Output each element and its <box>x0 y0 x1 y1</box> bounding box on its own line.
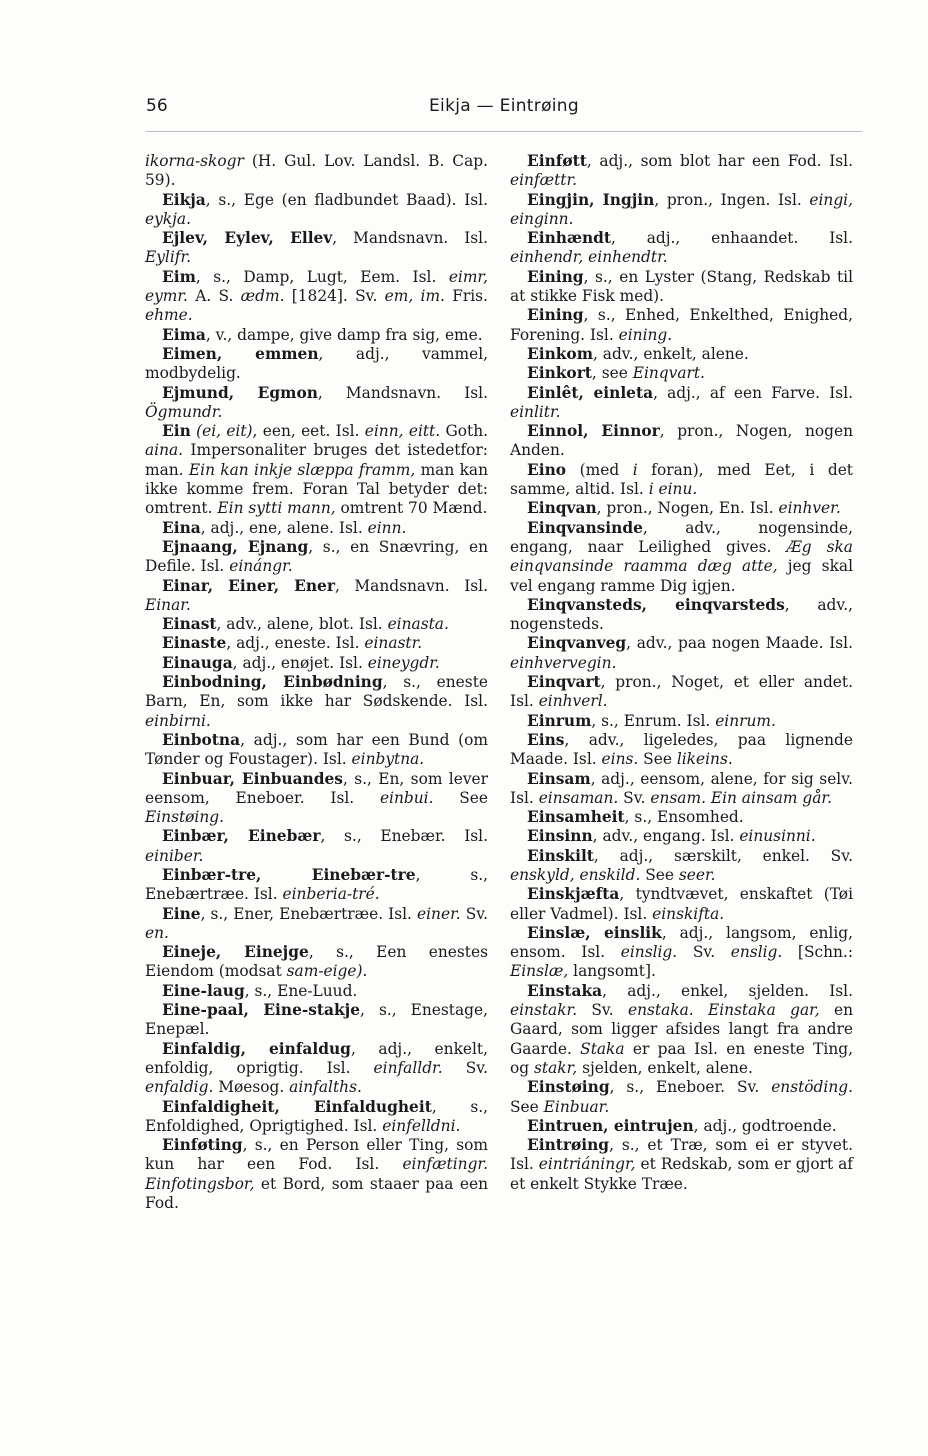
italic-form: einbirni. <box>145 711 211 730</box>
entry-text: See <box>510 1097 544 1116</box>
italic-form: einstakr. <box>510 1001 578 1020</box>
entry-text: , adj., som har een Bund (om Tønder og Foustager). Isl. <box>145 730 488 769</box>
headword: Einføtt <box>527 152 587 170</box>
entry-text: , s., Enhed, Enkelthed, Enighed, Forening. Isl. <box>510 306 853 344</box>
entry-text: jeg skal vel engang ramme Dig igjen. <box>510 557 853 595</box>
entry-text: , s., en Lyster (Stang, Redskab til at stikke Fisk med). <box>510 267 853 306</box>
headword: Einslæ, einslik <box>527 923 662 942</box>
italic-form: Einbuar. <box>543 1097 610 1116</box>
headword: Einsinn <box>527 827 593 846</box>
entry-text: , s., Enebærtræe. Isl. <box>145 865 488 904</box>
headword: Einqvan <box>527 499 597 518</box>
entry-text: , adj., eensom, alene, for sig selv. Isl. <box>510 769 853 807</box>
italic-form: en. <box>145 923 169 942</box>
dictionary-entry <box>510 673 853 712</box>
italic-form: Ein sytti mann, <box>217 499 336 518</box>
entry-text: , adv., ligeledes, paa lignende Maade. Isl. <box>510 730 853 769</box>
dictionary-entry <box>510 827 853 846</box>
entry-text: Goth. <box>440 422 488 441</box>
entry-text: (med <box>566 460 633 479</box>
dictionary-entry <box>145 345 488 384</box>
headword: Eima <box>162 325 206 344</box>
italic-form: sam-eige). <box>286 962 368 981</box>
italic-form: einberia-tré. <box>282 885 380 904</box>
italic-form: einfætingr. <box>402 1155 488 1174</box>
dictionary-entry <box>145 634 488 653</box>
headword: Einbuar, Einbuandes <box>162 769 343 788</box>
dictionary-entry <box>145 538 488 577</box>
headword: Eining <box>527 267 584 286</box>
dictionary-entry <box>510 422 853 461</box>
running-title: Eikja — Eintrøing <box>429 96 579 116</box>
entry-text: , adj., langsom, enlig, ensom. Isl. <box>510 923 853 962</box>
dictionary-entry <box>510 634 853 673</box>
entry-text: , pron., Noget, et eller andet. Isl. <box>510 673 853 711</box>
dictionary-entry <box>510 364 853 383</box>
headword: Eina <box>162 518 201 537</box>
italic-form: Ögmundr. <box>145 402 223 421</box>
italic-form: eimr, eymr. <box>145 267 488 306</box>
entry-text: , adv., nogensinde, engang, naar Leilighed gives. <box>510 518 853 556</box>
headword: Einbær-tre, Einebær-tre <box>162 865 416 884</box>
italic-form: ikorna-skogr <box>145 152 244 170</box>
headword: Einlêt, einleta <box>527 383 654 402</box>
dictionary-entry <box>145 1001 488 1040</box>
italic-form: einhver. <box>778 499 841 518</box>
entry-text: A. S. <box>187 287 241 306</box>
italic-form: ensam. Ein ainsam går. <box>650 788 832 807</box>
italic-form: Æg ska einqvansinde raamma dæg atte, <box>510 537 853 576</box>
entry-text: See <box>433 788 488 807</box>
entry-text: , adv., nogensteds. <box>510 595 854 634</box>
dictionary-entry <box>145 982 488 1001</box>
entry-text: , adj., ene, alene. Isl. <box>200 518 368 537</box>
headword: Einqvart <box>527 673 601 692</box>
italic-form: ehme. <box>145 306 193 325</box>
entry-text: , s., Enestage, Enepæl. <box>145 1001 488 1039</box>
italic-form: aina. <box>145 441 184 460</box>
entry-text: [Schn.: <box>782 943 854 962</box>
entry-text: Impersonaliter bruges det istedetfor: man. <box>145 441 488 479</box>
dictionary-entry <box>145 268 488 326</box>
italic-form: enfaldig. <box>145 1078 214 1097</box>
headword: Einskilt <box>527 846 594 865</box>
entry-text: , adv., enkelt, alene. <box>592 344 749 363</box>
italic-form: einfelldni. <box>382 1116 461 1135</box>
headword: Eim <box>162 267 196 286</box>
entry-text: sjelden, enkelt, alene. <box>577 1058 753 1077</box>
italic-form: einfættr. <box>510 171 578 190</box>
entry-text: , pron., Nogen, En. Isl. <box>596 499 779 518</box>
entry-text: Sv. <box>460 904 488 923</box>
dictionary-entry <box>145 615 488 634</box>
dictionary-entry <box>510 808 853 827</box>
headword: Einstaka <box>527 981 603 1000</box>
entry-text: en Gaard, som ligger afsides langt fra andre Gaarde. <box>510 1001 854 1058</box>
dictionary-entry <box>510 519 853 596</box>
italic-form: einer. <box>417 904 461 923</box>
entry-text: , een, eet. Isl. <box>252 422 365 441</box>
entry-text: , adj., enøjet. Isl. <box>232 653 368 672</box>
right-column <box>510 152 853 1194</box>
dictionary-entry <box>145 229 488 268</box>
italic-form: enskyld, enskild. <box>510 865 641 884</box>
dictionary-entry <box>510 982 853 1078</box>
italic-form: Staka <box>580 1039 625 1058</box>
dictionary-entry <box>510 731 853 770</box>
italic-form: einasta. <box>387 615 449 634</box>
entry-text: , Mandsnavn. Isl. <box>317 383 488 402</box>
headword: Einskjæfta <box>527 885 620 904</box>
headword: Eikja <box>162 190 206 209</box>
italic-form: (ei, eit) <box>190 422 253 441</box>
headword: Eimen, emmen <box>162 344 319 363</box>
entry-text: Møesog. <box>213 1078 290 1097</box>
entry-text: , pron., Ingen. Isl. <box>654 190 810 209</box>
headword: Eino <box>527 460 567 479</box>
italic-form: Einfotingsbor, <box>145 1174 255 1193</box>
dictionary-entry <box>145 152 488 191</box>
italic-form: einhvervegin. <box>510 653 617 672</box>
headword: Einhændt <box>527 229 612 248</box>
entry-text: , s., Ensomhed. <box>624 808 744 827</box>
italic-form: einhendr, einhendtr. <box>510 248 668 267</box>
dictionary-entry <box>145 654 488 673</box>
italic-form: Einslæ, <box>510 962 569 981</box>
headword: Einsam <box>527 769 591 788</box>
italic-form: Einar. <box>145 595 191 614</box>
headword: Einnol, Einnor <box>527 422 660 441</box>
entry-text: , s., Eneboer. Sv. <box>609 1078 772 1097</box>
entry-text: Fris. <box>444 287 488 306</box>
headword: Einauga <box>162 653 233 672</box>
dictionary-entry <box>145 827 488 866</box>
dictionary-entry <box>510 461 853 500</box>
italic-form: einslig. <box>620 943 678 962</box>
left-column <box>145 152 488 1213</box>
dictionary-entry <box>145 905 488 944</box>
italic-form: Ein kan inkje slæppa framm, <box>188 460 416 479</box>
dictionary-entry <box>510 1136 853 1194</box>
dictionary-entry <box>510 384 853 423</box>
headword: Ejnaang, Ejnang <box>162 537 309 556</box>
dictionary-entry <box>145 326 488 345</box>
dictionary-entry <box>510 152 853 191</box>
italic-form: einángr. <box>229 557 293 576</box>
headword: Einfaldig, einfaldug <box>162 1039 351 1058</box>
italic-form: stakr, <box>534 1058 578 1077</box>
dictionary-entry <box>510 345 853 364</box>
italic-form: Einqvart. <box>632 364 705 383</box>
dictionary-entry <box>510 306 853 345</box>
headword: Einfaldigheit, Einfaldugheit <box>162 1097 432 1116</box>
entry-text: man kan ikke komme frem. Foran Tal betyder det: omtrent. <box>145 460 488 518</box>
entry-text: , s., Ege (en fladbundet Baad). Isl. <box>205 190 488 209</box>
italic-form: einhverl. <box>538 692 608 711</box>
italic-form: likeins. <box>676 750 733 769</box>
entry-text: , s., Enrum. Isl. <box>591 711 716 730</box>
entry-text: Sv. <box>577 1001 628 1020</box>
entry-text: Sv. <box>677 943 731 962</box>
italic-form: eins. <box>601 750 639 769</box>
entry-text: et Redskab, som er gjort af et enkelt Stykke Træe. <box>510 1155 854 1193</box>
entry-text: , v., dampe, give damp fra sig, eme. <box>205 325 483 344</box>
dictionary-entry <box>145 1136 488 1213</box>
italic-form: einn. <box>367 518 407 537</box>
headword: Eintrøing <box>527 1136 610 1155</box>
entry-text: , adj., vammel, modbydelig. <box>145 344 489 383</box>
italic-form: eintriáningr, <box>538 1155 636 1174</box>
entry-text: omtrent 70 Mænd. <box>335 499 488 518</box>
dictionary-entry <box>145 673 488 731</box>
dictionary-entry <box>510 770 853 809</box>
italic-form: ædm. <box>240 287 285 306</box>
dictionary-entry <box>145 943 488 982</box>
entry-text: , adj., enhaandet. Isl. <box>611 229 853 248</box>
dictionary-entry <box>145 1098 488 1137</box>
italic-form: enstöding. <box>771 1078 853 1097</box>
entry-text: See <box>638 750 677 769</box>
dictionary-entry <box>510 924 853 982</box>
headword: Einkort <box>527 364 592 383</box>
headword: Einstøing <box>527 1078 610 1097</box>
dictionary-entry <box>145 770 488 828</box>
italic-form: einrum. <box>715 711 776 730</box>
italic-form: einsaman. <box>538 788 619 807</box>
italic-form: einn, eitt. <box>364 422 441 441</box>
italic-form: em, im. <box>384 287 445 306</box>
entry-text: , adj., eneste. Isl. <box>226 634 365 653</box>
entry-text: , s., en Person eller Ting, som kun har een Fod. Isl. <box>145 1136 488 1174</box>
italic-form: i einu. <box>648 480 698 499</box>
headword: Einføting <box>162 1136 243 1155</box>
entry-text: , adv., engang. Isl. <box>592 827 740 846</box>
entry-text: [1824]. Sv. <box>284 287 385 306</box>
italic-form: eingi, einginn. <box>510 190 853 228</box>
italic-form: einiber. <box>145 846 204 865</box>
headword: Eins <box>527 730 565 749</box>
dictionary-entry <box>145 191 488 230</box>
italic-form: i <box>632 460 638 479</box>
entry-text: (H. Gul. Lov. Landsl. B. Cap. 59). <box>145 152 488 190</box>
entry-text: , adj., af een Farve. Isl. <box>653 383 854 402</box>
entry-text: , tyndtvævet, enskaftet (Tøi eller Vadmel). Isl. <box>510 885 853 923</box>
entry-text: er paa Isl. en eneste Ting, og <box>510 1039 853 1077</box>
italic-form: einskifta. <box>652 904 725 923</box>
dictionary-entry <box>145 519 488 538</box>
entry-text: Sv. <box>618 788 651 807</box>
italic-form: eykja. <box>145 209 191 228</box>
italic-form: einbui. <box>379 788 434 807</box>
page-header <box>146 96 862 126</box>
dictionary-entry <box>510 1078 853 1117</box>
entry-text: foran), med Eet, i det samme, altid. Isl. <box>510 460 853 499</box>
entry-text: , adj., enkel, sjelden. Isl. <box>602 981 853 1000</box>
headword: Ejlev, Eylev, Ellev <box>162 229 333 248</box>
entry-text: , adj., som blot har een Fod. Isl. <box>586 152 853 170</box>
dictionary-entry <box>145 384 488 423</box>
italic-form: einastr. <box>364 634 423 653</box>
entry-text: , pron., Nogen, nogen Anden. <box>510 422 853 460</box>
headword: Einqvanveg <box>527 634 627 653</box>
dictionary-entry <box>510 229 853 268</box>
dictionary-entry <box>510 847 853 886</box>
entry-text: , s., Ener, Enebærtræe. Isl. <box>200 904 418 923</box>
italic-form: enslig. <box>730 943 783 962</box>
dictionary-entry <box>145 731 488 770</box>
italic-form: enstaka. Einstaka gar, <box>628 1001 820 1020</box>
entry-text: See <box>640 865 679 884</box>
dictionary-entry <box>145 422 488 518</box>
dictionary-entry <box>510 885 853 924</box>
entry-text: , Mandsnavn. Isl. <box>332 229 488 248</box>
headword: Eine-paal, Eine-stakje <box>162 1001 361 1020</box>
italic-form: Einstøing. <box>145 808 224 827</box>
headword: Einar, Einer, Ener <box>162 576 335 595</box>
headword: Einkom <box>527 344 593 363</box>
headword: Einqvansteds, einqvarsteds <box>527 595 785 614</box>
header-rule <box>146 131 862 132</box>
headword: Einbodning, Einbødning <box>162 673 383 692</box>
headword: Einqvansinde <box>527 518 643 537</box>
italic-form: eining. <box>618 325 673 344</box>
entry-text: , s., Een enestes Eiendom (modsat <box>145 943 488 981</box>
entry-text: , adv., alene, blot. Isl. <box>216 615 388 634</box>
entry-text: , s., En, som lever eensom, Eneboer. Isl. <box>145 769 488 807</box>
entry-text: Sv. <box>442 1058 489 1077</box>
entry-text: , s., Enebær. Isl. <box>320 827 488 846</box>
italic-form: einlitr. <box>510 402 561 421</box>
italic-form: einfalldr. <box>373 1058 443 1077</box>
dictionary-entry <box>510 712 853 731</box>
dictionary-entry <box>145 866 488 905</box>
dictionary-entry <box>510 191 853 230</box>
entry-text: , see <box>591 364 633 383</box>
entry-text: , adj., godtroende. <box>693 1116 837 1135</box>
italic-form: Eylifr. <box>145 248 192 267</box>
italic-form: eineygdr. <box>367 653 440 672</box>
dictionary-entry <box>510 1117 853 1136</box>
headword: Ein <box>162 422 191 441</box>
entry-text: , Mandsnavn. Isl. <box>334 576 488 595</box>
entry-text: , s., en Snævring, en Defile. Isl. <box>145 537 488 576</box>
headword: Einast <box>162 615 217 634</box>
dictionary-entry <box>510 499 853 518</box>
italic-form: ainfalths. <box>289 1078 362 1097</box>
headword: Einrum <box>527 711 592 730</box>
page-number: 56 <box>146 96 168 116</box>
entry-text: , s., Damp, Lugt, Eem. Isl. <box>195 267 449 286</box>
dictionary-entry <box>145 577 488 616</box>
entry-text: , adj., særskilt, enkel. Sv. <box>593 846 853 865</box>
entry-text: , s., Enfoldighed, Oprigtighed. Isl. <box>145 1097 488 1135</box>
entry-text: , s., eneste Barn, En, som ikke har Sødskende. Isl. <box>145 673 488 711</box>
italic-form: einbytna. <box>351 750 425 769</box>
dictionary-entry <box>510 268 853 307</box>
entry-text: , adj., enkelt, enfoldig, oprigtig. Isl. <box>145 1039 489 1077</box>
headword: Ejmund, Egmon <box>162 383 318 402</box>
headword: Eine <box>162 904 201 923</box>
entry-text: , s., et Træ, som ei er styvet. Isl. <box>510 1136 853 1174</box>
entry-text: , s., Ene-Luud. <box>244 981 358 1000</box>
headword: Einaste <box>162 634 227 653</box>
headword: Einbotna <box>162 730 241 749</box>
headword: Eintruen, eintrujen <box>527 1116 694 1135</box>
italic-form: seer. <box>678 865 716 884</box>
italic-form: einusinni. <box>739 827 816 846</box>
dictionary-entry <box>510 596 853 635</box>
entry-text: et Bord, som staaer paa een Fod. <box>145 1174 488 1213</box>
entry-text: , adv., paa nogen Maade. Isl. <box>626 634 853 653</box>
headword: Einsamheit <box>527 808 625 827</box>
headword: Eineje, Einejge <box>162 943 309 962</box>
headword: Eine-laug <box>162 981 245 1000</box>
headword: Eining <box>527 306 584 325</box>
headword: Eingjin, Ingjin <box>527 190 655 209</box>
headword: Einbær, Einebær <box>162 827 321 846</box>
dictionary-entry <box>145 1040 488 1098</box>
entry-text: langsomt]. <box>568 962 656 981</box>
